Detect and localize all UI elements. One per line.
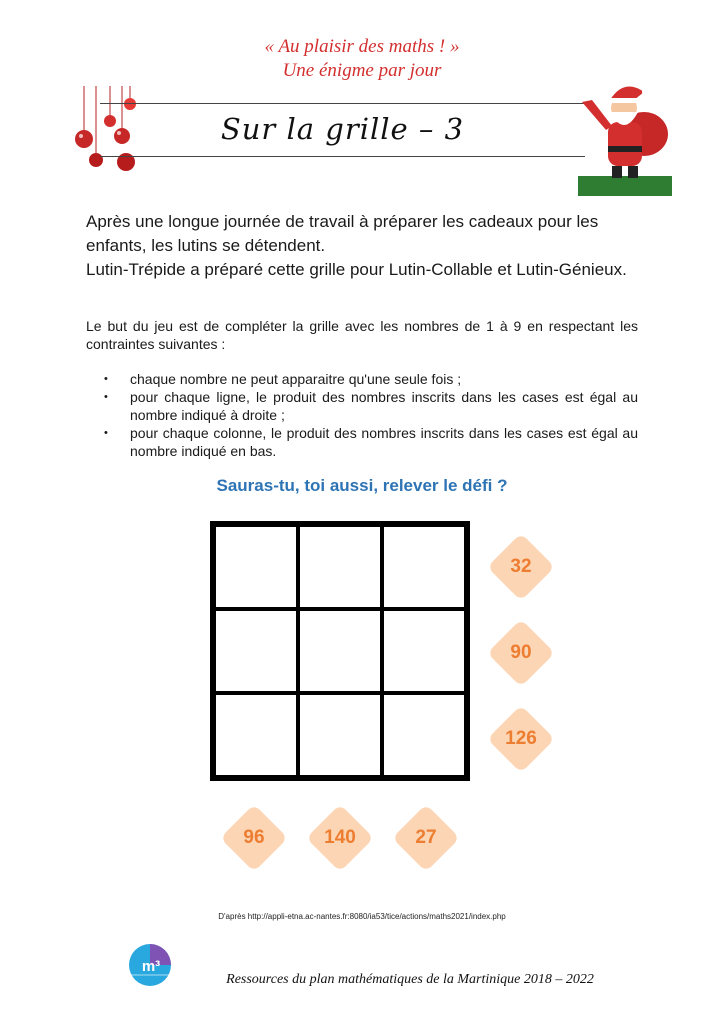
grid-cell[interactable] bbox=[214, 609, 298, 693]
challenge-heading: Sauras-tu, toi aussi, relever le défi ? bbox=[216, 476, 508, 495]
col-product-3 bbox=[391, 803, 461, 873]
m3-logo-icon bbox=[128, 943, 172, 987]
logo-text: m³ bbox=[141, 958, 161, 975]
col-product-2 bbox=[305, 803, 375, 873]
rule-text: chaque nombre ne peut apparaitre qu'une seule fois ; bbox=[130, 371, 462, 387]
grid-cell[interactable] bbox=[214, 693, 298, 777]
grid-cell[interactable] bbox=[214, 525, 298, 609]
source-citation: D'après http://appli-etna.ac-nantes.fr:8080/ia53/tice/actions/maths2021/index.php bbox=[218, 912, 506, 921]
row-product-3 bbox=[486, 704, 556, 774]
rule-item bbox=[104, 370, 638, 388]
header-series-title: « Au plaisir des maths ! » bbox=[264, 36, 460, 57]
intro-text bbox=[86, 210, 641, 282]
col-product-label: 140 bbox=[324, 827, 356, 848]
intro-paragraph-1: Après une longue journée de travail à préparer les cadeaux pour les enfants, les lutins se détendent. bbox=[86, 212, 599, 255]
grid-cell[interactable] bbox=[298, 693, 382, 777]
grid-cell[interactable] bbox=[298, 525, 382, 609]
rule-text: pour chaque colonne, le produit des nombres inscrits dans les cases est égal au nombre indiqué en bas. bbox=[130, 425, 638, 459]
intro-paragraph-2: Lutin-Trépide a préparé cette grille pour Lutin-Collable et Lutin-Génieux. bbox=[86, 260, 627, 279]
puzzle-grid bbox=[210, 521, 470, 781]
rule-text: pour chaque ligne, le produit des nombres inscrits dans les cases est égal au nombre indiqué à droite ; bbox=[130, 389, 638, 423]
row-product-label: 90 bbox=[510, 642, 532, 663]
col-product-1 bbox=[219, 803, 289, 873]
grid-cell[interactable] bbox=[298, 609, 382, 693]
header-subtitle: Une énigme par jour bbox=[282, 60, 442, 81]
bullet-icon: • bbox=[104, 391, 108, 403]
page-title: Sur la grille – 3 bbox=[220, 112, 465, 146]
grid-cell[interactable] bbox=[382, 693, 466, 777]
bullet-icon: • bbox=[104, 427, 108, 439]
rule-item bbox=[104, 424, 638, 460]
footer-credit: Ressources du plan mathématiques de la Martinique 2018 – 2022 bbox=[226, 972, 594, 987]
row-product-label: 32 bbox=[510, 556, 532, 577]
rules-list bbox=[104, 370, 638, 460]
col-product-label: 27 bbox=[415, 827, 437, 848]
bullet-icon: • bbox=[104, 373, 108, 385]
grid-cell[interactable] bbox=[382, 609, 466, 693]
row-product-1 bbox=[486, 532, 556, 602]
rules-intro: Le but du jeu est de compléter la grille avec les nombres de 1 à 9 en respectant les contraintes suivantes : bbox=[86, 318, 638, 352]
row-product-2 bbox=[486, 618, 556, 688]
grid-cell[interactable] bbox=[382, 525, 466, 609]
santa-claus-icon bbox=[572, 72, 674, 198]
row-product-label: 126 bbox=[505, 728, 537, 749]
rule-item bbox=[104, 388, 638, 424]
col-product-label: 96 bbox=[243, 827, 265, 848]
